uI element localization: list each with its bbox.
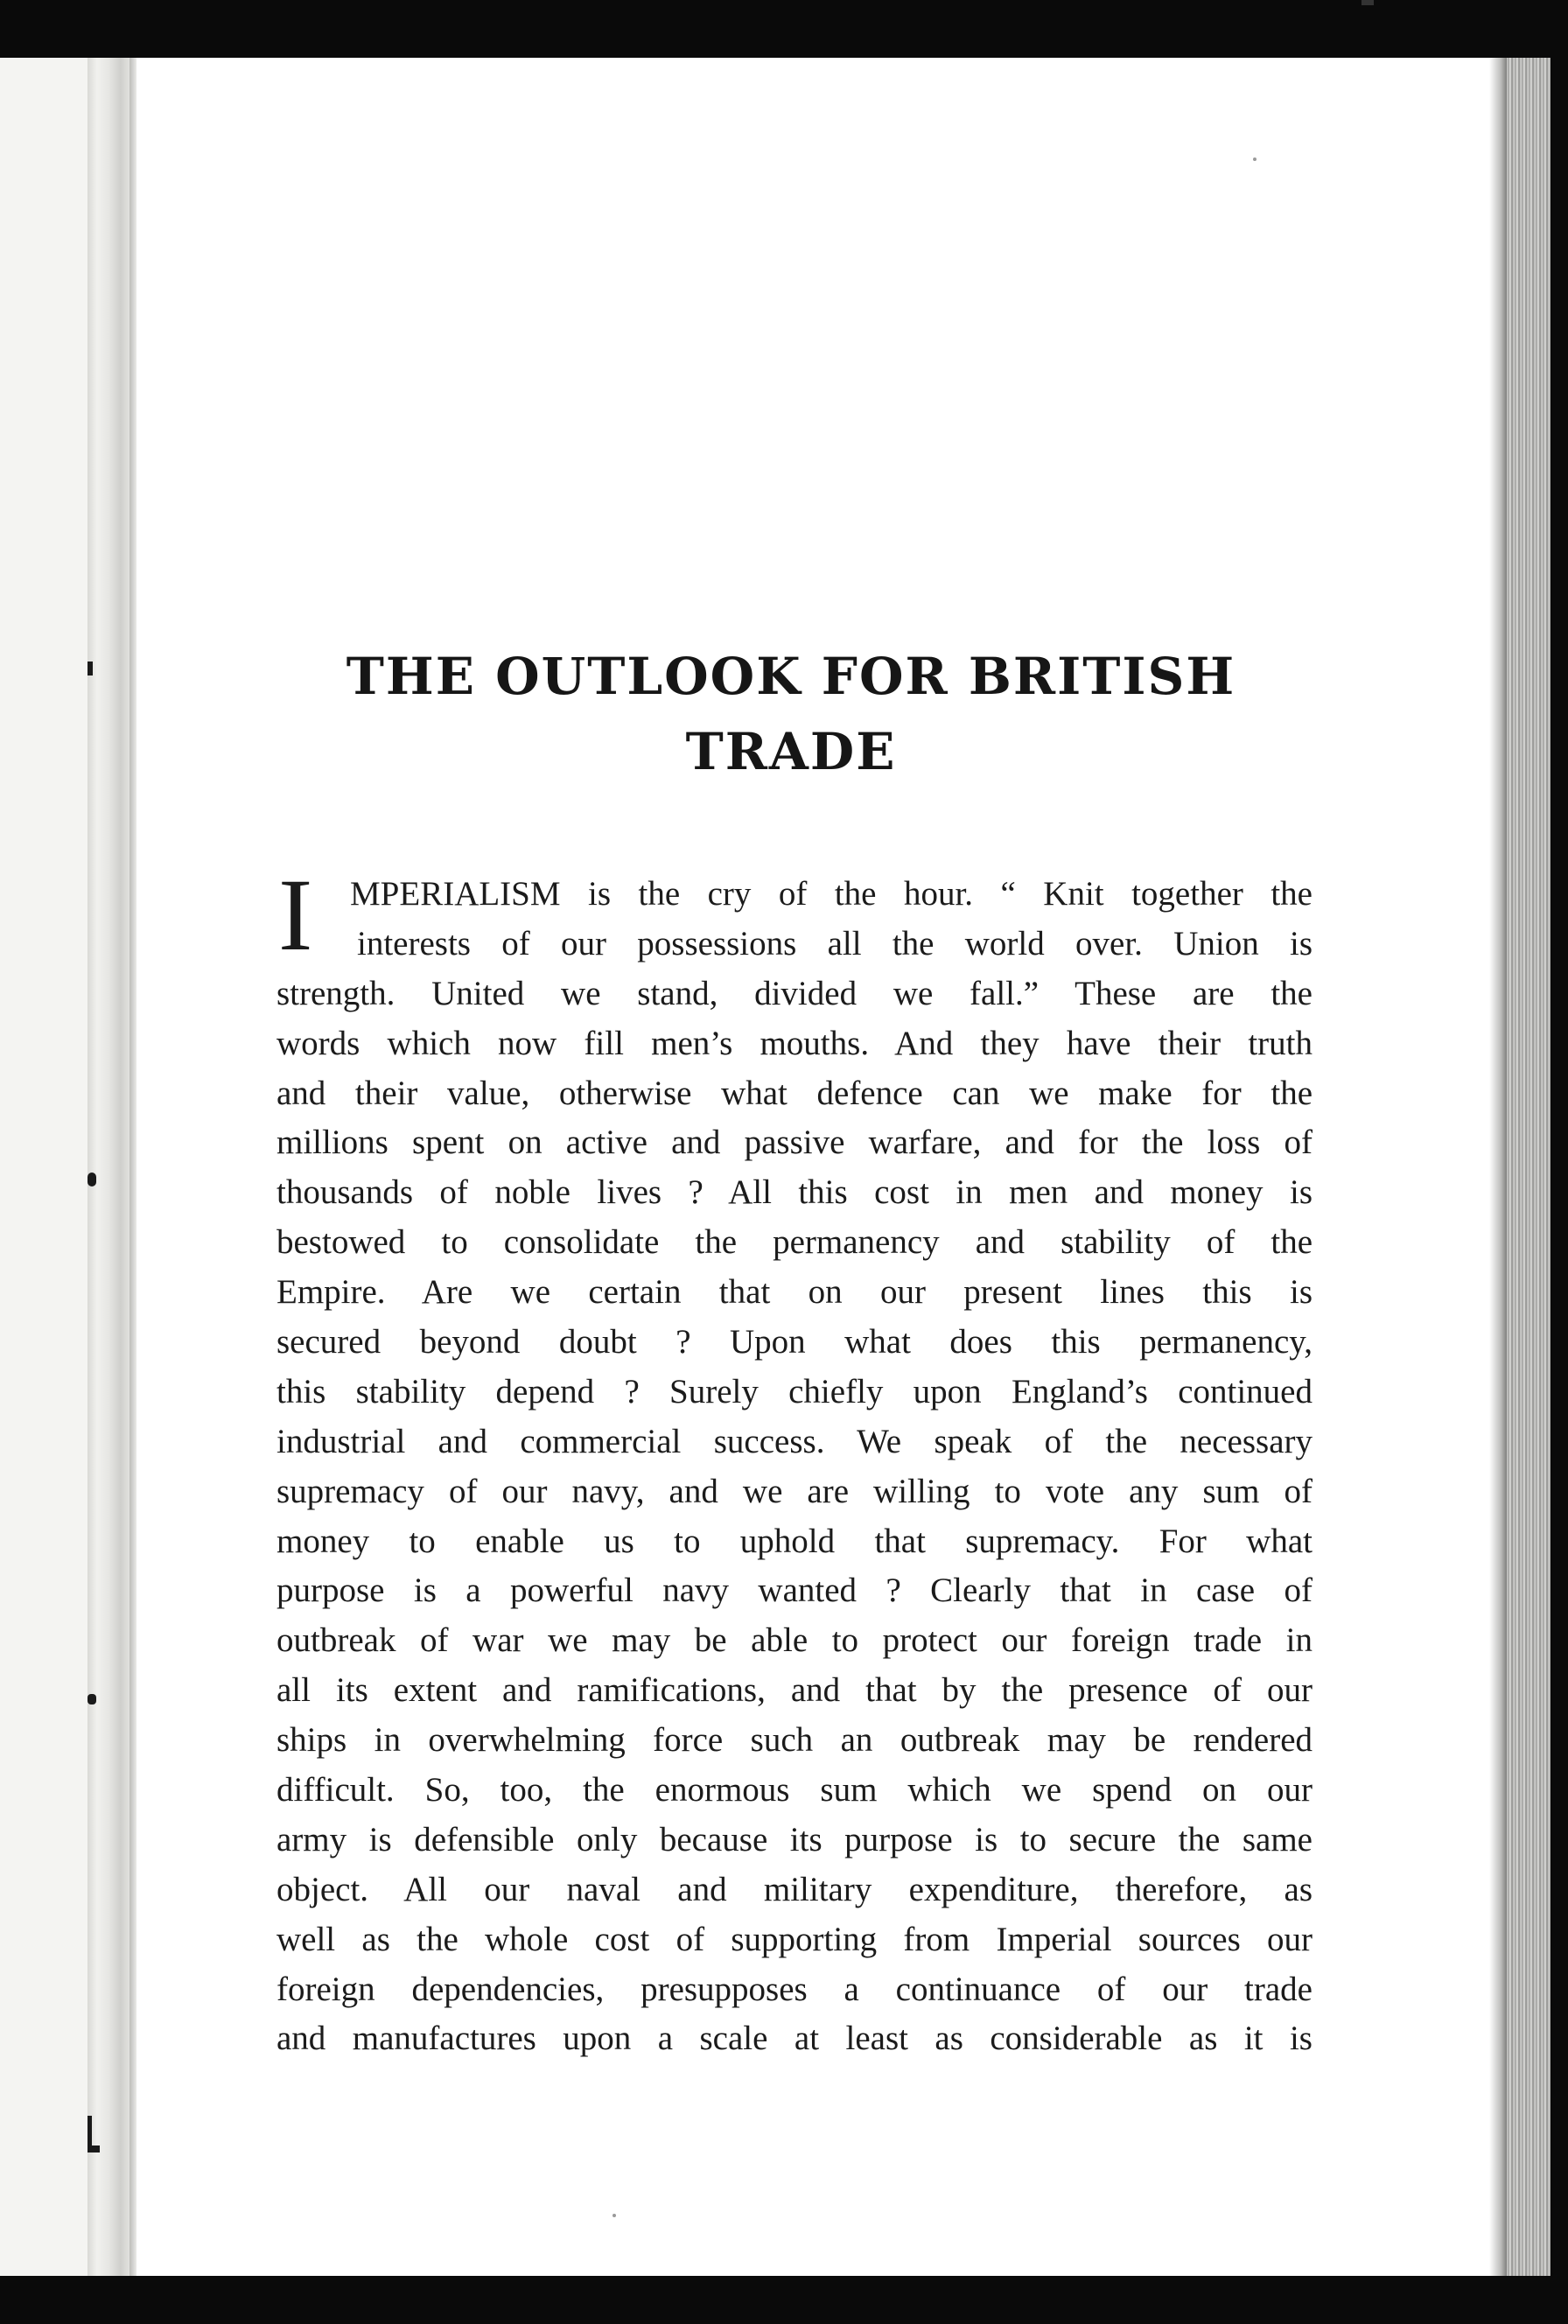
speck bbox=[612, 2214, 616, 2217]
body-line: interests of our possessions all the world over. Union is bbox=[357, 924, 1312, 962]
body-line: well as the whole cost of supporting from Imperial sources our bbox=[276, 1920, 1312, 1958]
chapter-title-line-2: TRADE bbox=[685, 722, 897, 781]
body-paragraph bbox=[276, 858, 1312, 2064]
body-line: strength. United we stand, divided we fall.” These are the bbox=[276, 974, 1312, 1012]
body-line: millions spent on active and passive warfare, and for the loss of bbox=[276, 1124, 1312, 1162]
book-gutter bbox=[88, 58, 135, 2276]
top-edge-mark bbox=[1362, 0, 1374, 5]
speck bbox=[1253, 158, 1256, 161]
body-line: ships in overwhelming force such an outbreak may be rendered bbox=[276, 1721, 1312, 1760]
body-line: MPERIALISM is the cry of the hour. “ Knit together the bbox=[350, 875, 1312, 913]
body-line: purpose is a powerful navy wanted ? Clearly that in case of bbox=[276, 1572, 1312, 1610]
page-edge-shadow bbox=[1489, 58, 1508, 2276]
body-line: object. All our naval and military expenditure, therefore, as bbox=[276, 1870, 1312, 1908]
body-line: money to enable us to uphold that supremacy. For what bbox=[276, 1522, 1312, 1560]
body-line: and manufactures upon a scale at least as considerable as it is bbox=[276, 2020, 1312, 2058]
margin-mark bbox=[88, 662, 93, 676]
body-line: supremacy of our navy, and we are willing to vote any sum of bbox=[276, 1472, 1312, 1510]
body-line: outbreak of war we may be able to protect our foreign trade in bbox=[276, 1621, 1312, 1660]
body-line: industrial and commercial success. We speak of the necessary bbox=[276, 1422, 1312, 1460]
margin-mark bbox=[88, 1694, 96, 1704]
body-line: difficult. So, too, the enormous sum which we spend on our bbox=[276, 1771, 1312, 1810]
body-line: thousands of noble lives ? All this cost in men and money is bbox=[276, 1173, 1312, 1212]
margin-mark bbox=[88, 1172, 96, 1186]
body-line: this stability depend ? Surely chiefly upon England’s continued bbox=[276, 1372, 1312, 1410]
body-line: and their value, otherwise what defence can we make for the bbox=[276, 1074, 1312, 1112]
body-line: all its extent and ramifications, and that by the presence of our bbox=[276, 1671, 1312, 1710]
body-line: bestowed to consolidate the permanency and stability of the bbox=[276, 1223, 1312, 1262]
body-line: army is defensible only because its purpose is to secure the same bbox=[276, 1820, 1312, 1858]
body-line: foreign dependencies, presupposes a continuance of our trade bbox=[276, 1970, 1312, 2008]
chapter-title-line-1: THE OUTLOOK FOR BRITISH bbox=[346, 647, 1236, 706]
body-line: words which now fill men’s mouths. And they have their truth bbox=[276, 1024, 1312, 1062]
margin-mark bbox=[88, 2146, 100, 2152]
drop-cap: I bbox=[278, 858, 313, 972]
body-line: secured beyond doubt ? Upon what does this permanency, bbox=[276, 1323, 1312, 1362]
book-block-edges bbox=[1507, 58, 1550, 2276]
body-line: Empire. Are we certain that on our present lines this is bbox=[276, 1273, 1312, 1312]
chapter-title bbox=[276, 639, 1306, 789]
